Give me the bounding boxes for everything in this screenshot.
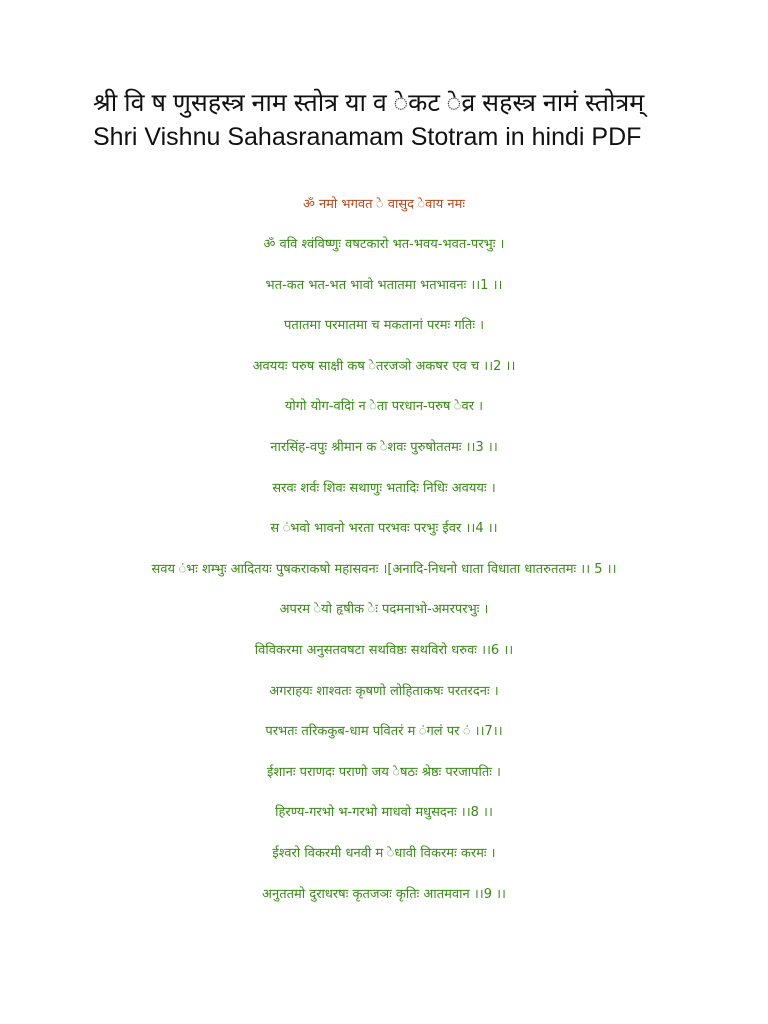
- verse-line: अनुततमो दुराधरषः कृतजञः कृतिः आतमवान ।।9 ।।: [262, 886, 506, 902]
- verse-line: स ंभवो भावनो भरता परभवः परभुः ईवर ।।4 ।।: [270, 521, 498, 537]
- verse-line: सवय ंभः शम्भुः आदितयः पुषकराकषो महासवनः ।[अनादि-निधनो धाता विधाता धातरुततमः ।। 5 ।।: [151, 561, 617, 577]
- invocation-line: ॐ नमो भगवत े वासुद ेवाय नमः: [302, 197, 466, 212]
- verse-line: अगराहयः शाश्वतः कृषणो लोहिताकषः परतरदनः ।: [269, 683, 499, 699]
- verse-line: हिरण्य-गरभो भ-गरभो माधवो मधुसदनः ।।8 ।।: [275, 805, 493, 821]
- verse-line: सरवः शर्वः शिवः सथाणुः भतादिः निधिः अवययः ।: [272, 480, 496, 496]
- verse-line: योगो योग-वदिां न ेता परधान-परुष ेवर ।: [284, 399, 484, 415]
- verse-line: ईशानः पराणदः पराणो जय ेषठः श्रेष्ठः परजापतिः ।: [267, 764, 501, 780]
- document-title: श्री वि ष णुसहस्त्र नाम स्तोत्र या व ेकट ेव्र सहस्त्र नामं स्तोत्रम् Shri Vishnu Sahasranamam Stotram in hindi PDF: [93, 89, 645, 151]
- verse-line: ॐ ववि श्वंविष्णुः वषटकारो भत-भवय-भवत-परभुः ।: [263, 237, 505, 252]
- verse-line: अवययः परुष साक्षी कष ेतरजञो अकषर एव च ।।2 ।।: [252, 358, 516, 374]
- verse-line: परभतः तरिककुब-धाम पवितरं म ंगलं पर ं ।।7।।: [265, 724, 503, 740]
- verse-line: अपरम ेयो हृषीक ेः पदमनाभो-अमरपरभुः ।: [279, 602, 489, 618]
- verse-line: भत-कत भत-भत भावो भतातमा भतभावनः ।।1 ।।: [265, 277, 503, 293]
- verse-line: पतातमा परमातमा च मकतानां परमः गतिः ।: [283, 318, 485, 334]
- verse-line: ईश्वरो विकरमी धनवी म ेधावी विकरमः करमः ।: [272, 845, 496, 861]
- verse-line: नारसिंह-वपुः श्रीमान क ेशवः पुरुषोततमः ।।3 ।।: [270, 439, 498, 455]
- stotram-body: [84, 196, 684, 926]
- verse-line: विविकरमा अनुसतवषटा सथविष्ठः सथविरो धरुवः ।।6 ।।: [254, 642, 514, 658]
